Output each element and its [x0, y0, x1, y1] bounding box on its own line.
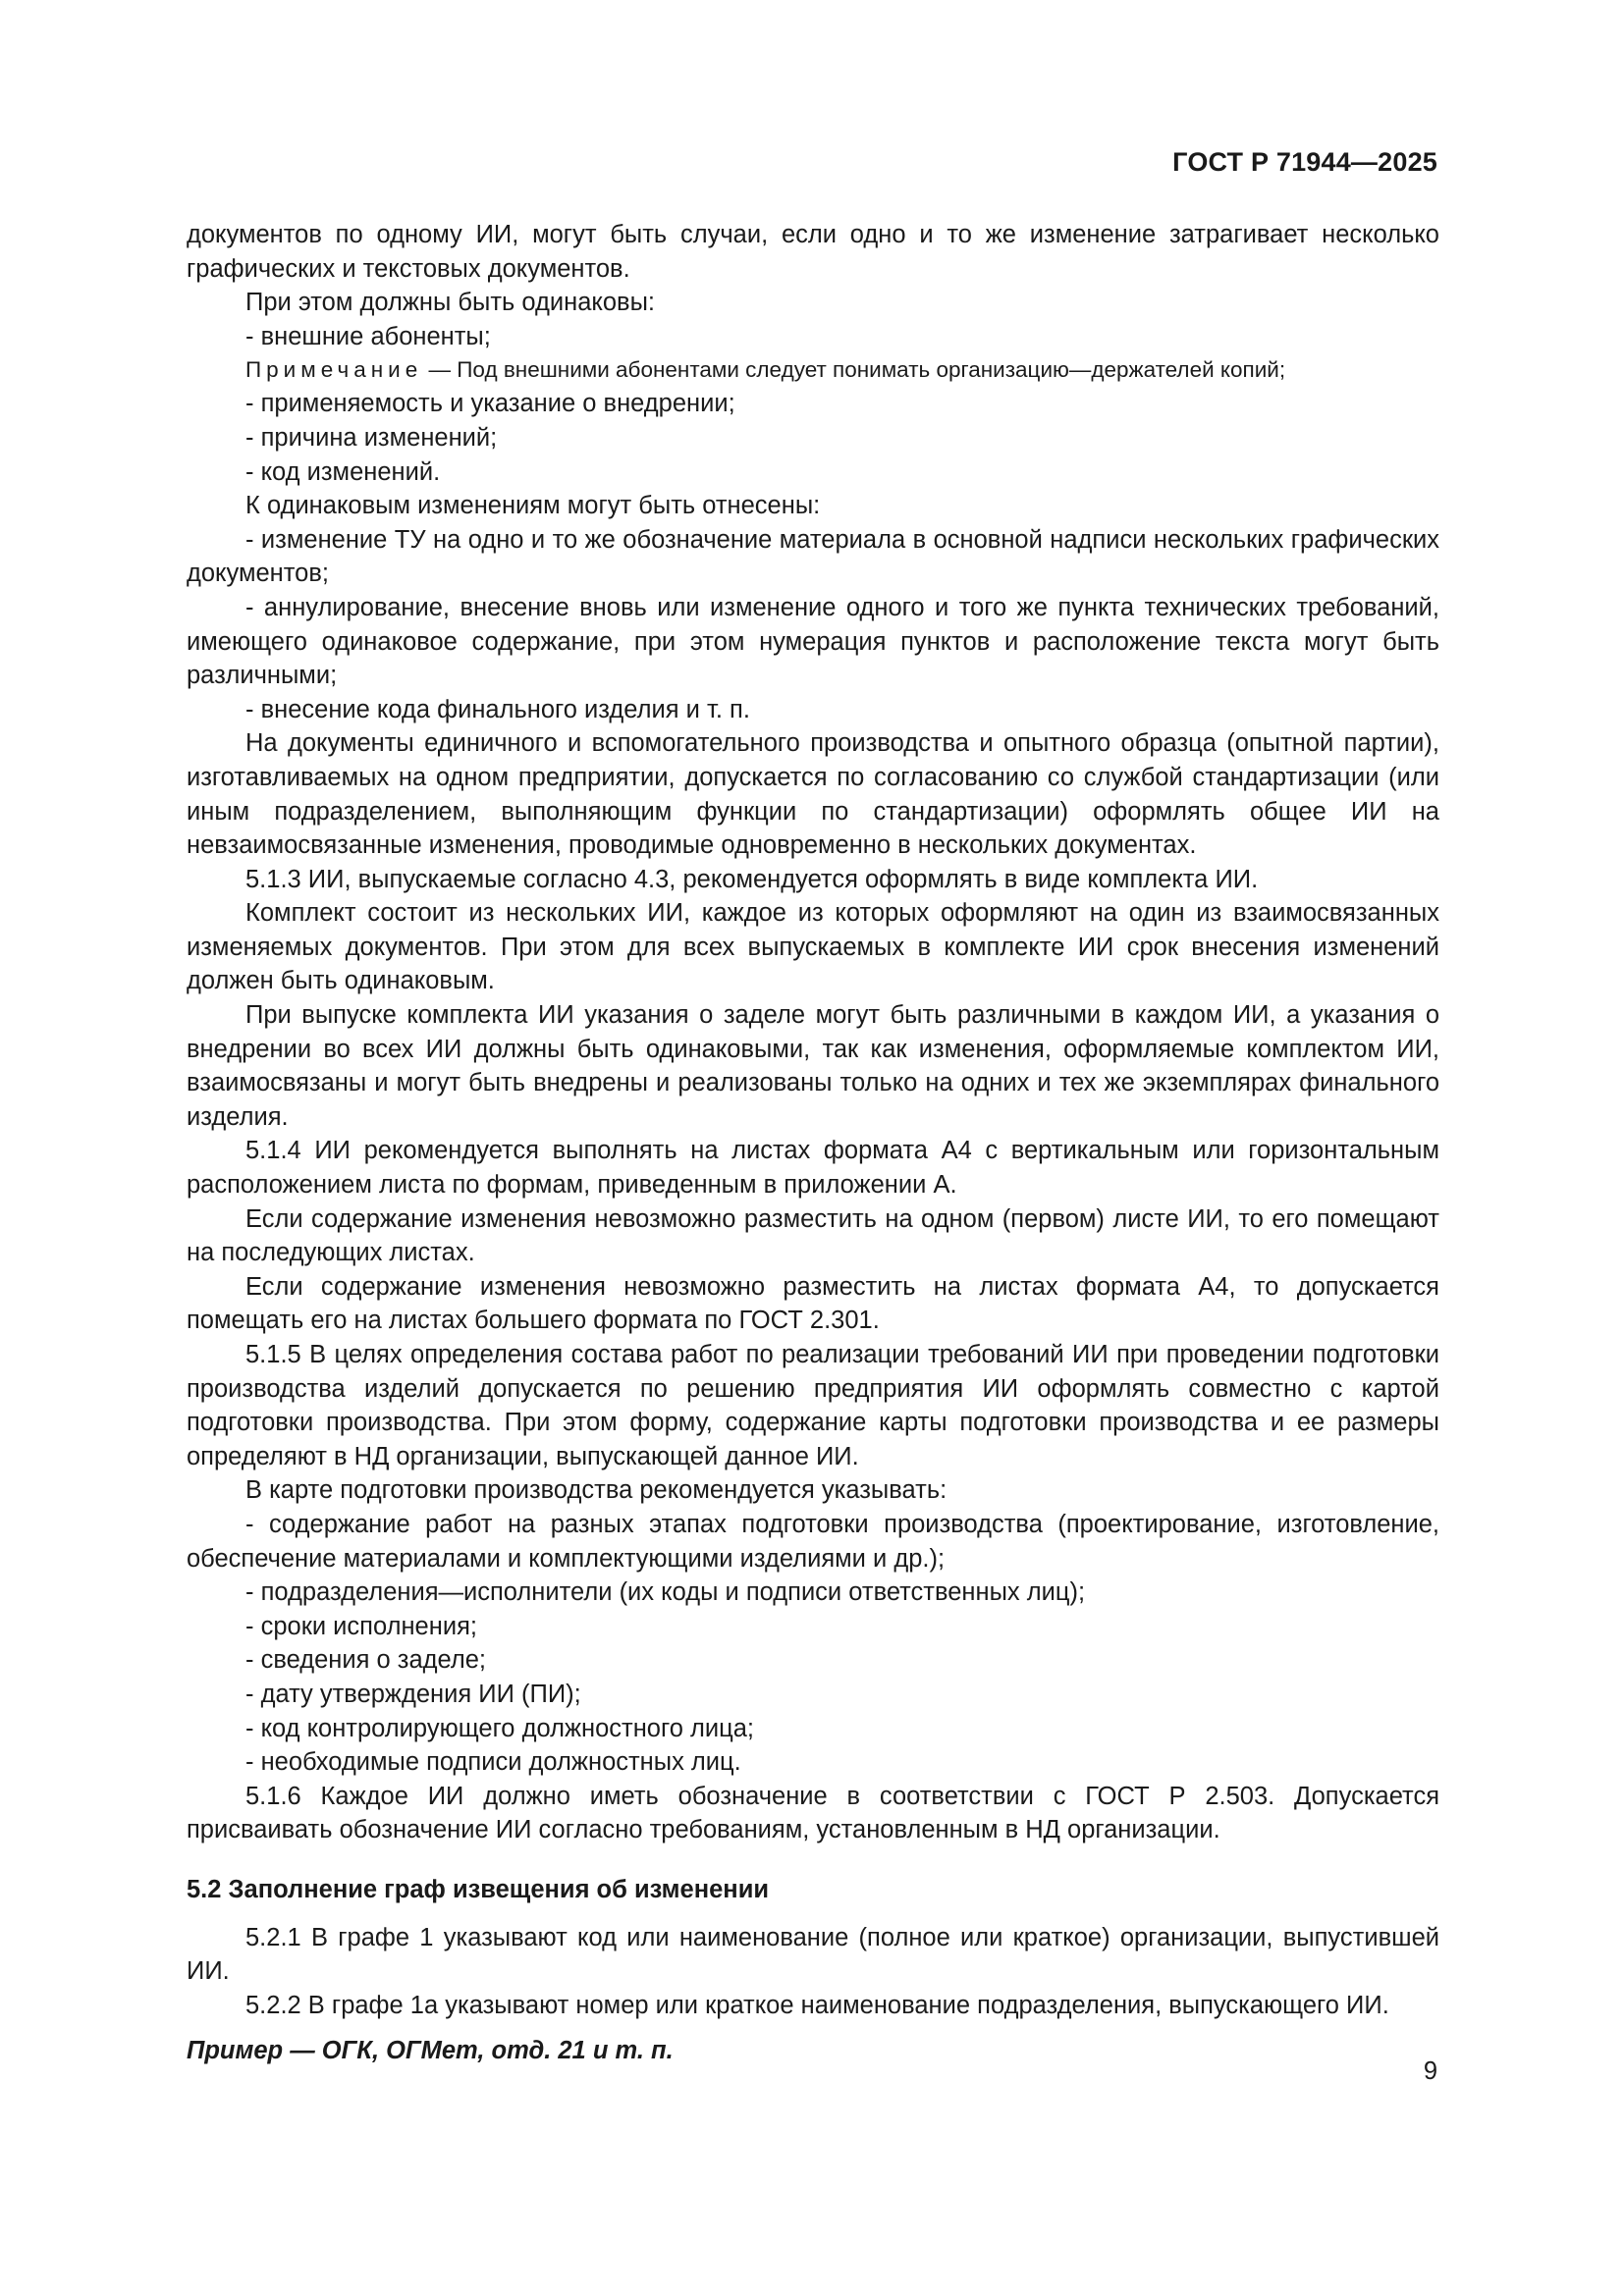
list-item: - аннулирование, внесение вновь или изменение одного и того же пункта технических требований, имеющего одинаковое содержание, при этом нумерация пунктов и расположение текста могут быть различными; — [187, 593, 1439, 690]
note-label: Примечание — [245, 357, 423, 383]
paragraph: В карте подготовки производства рекомендуется указывать: — [245, 1476, 947, 1505]
standard-code: ГОСТ Р 71944—2025 — [1172, 147, 1437, 177]
clause-5-2-1: 5.2.1 В графе 1 указывают код или наименование (полное или краткое) организации, выпустившей ИИ. — [187, 1923, 1439, 1986]
page-number: 9 — [1423, 2057, 1437, 2085]
clause-5-1-5: 5.1.5 В целях определения состава работ по реализации требований ИИ при проведении подготовки производства изделий допускается по решению предприятия ИИ оформлять совместно с картой подготовки производства. При этом форму, содержание карты подготовки производства и ее размеры определяют в НД организации, выпускающей данное ИИ. — [187, 1341, 1439, 1470]
list-item: - необходимые подписи должностных лиц. — [245, 1748, 741, 1777]
clause-5-1-3: 5.1.3 ИИ, выпускаемые согласно 4.3, рекомендуется оформлять в виде комплекта ИИ. — [245, 865, 1259, 893]
note — [187, 353, 1439, 387]
clause-5-2-2: 5.2.2 В графе 1а указывают номер или краткое наименование подразделения, выпускающего ИИ. — [245, 1991, 1389, 2019]
list-item: - дату утверждения ИИ (ПИ); — [245, 1680, 581, 1708]
list-item: - внешние абоненты; — [245, 322, 491, 350]
list-item: - изменение ТУ на одно и то же обозначение материала в основной надписи нескольких графических документов; — [187, 525, 1439, 588]
list-item: - причина изменений; — [245, 423, 498, 452]
paragraph: Если содержание изменения невозможно разместить на одном (первом) листе ИИ, то его помещают на последующих листах. — [187, 1204, 1439, 1267]
clause-5-1-4: 5.1.4 ИИ рекомендуется выполнять на листах формата А4 с вертикальным или горизонтальным расположением листа по формам, приведенным в приложении А. — [187, 1137, 1439, 1200]
clause-5-1-6: 5.1.6 Каждое ИИ должно иметь обозначение в соответствии с ГОСТ Р 2.503. Допускается присваивать обозначение ИИ согласно требованиям, установленным в НД организации. — [187, 1782, 1439, 1844]
list-item: - внесение кода финального изделия и т. п. — [245, 695, 750, 723]
section-title: 5.2 Заполнение граф извещения об изменении — [187, 1875, 770, 1903]
paragraph: Если содержание изменения невозможно разместить на листах формата А4, то допускается помещать его на листах большего формата по ГОСТ 2.301. — [187, 1272, 1439, 1335]
paragraph: К одинаковым изменениям могут быть отнесены: — [245, 492, 821, 520]
list-item: - код изменений. — [245, 457, 441, 486]
example: Пример — ОГК, ОГМет, отд. 21 и т. п. — [187, 2037, 674, 2065]
list-item: - сведения о заделе; — [245, 1646, 486, 1675]
paragraph: При выпуске комплекта ИИ указания о заделе могут быть различными в каждом ИИ, а указания о внедрении во всех ИИ должны быть одинаковыми, так как изменения, оформляемые комплектом ИИ, взаимосвязаны и могут быть внедрены и реализованы только на одних и тех же экземплярах финального изделия. — [187, 1001, 1439, 1131]
note-text: — Под внешними абонентами следует понимать организацию—держателей копий; — [428, 357, 1286, 383]
list-item: - подразделения—исполнители (их коды и подписи ответственных лиц); — [245, 1578, 1086, 1607]
list-item: - содержание работ на разных этапах подготовки производства (проектирование, изготовление, обеспечение материалами и комплектующими изделиями и др.); — [187, 1510, 1439, 1573]
document-body — [187, 218, 1439, 2068]
paragraph: Комплект состоит из нескольких ИИ, каждое из которых оформляют на один из взаимосвязанных изменяемых документов. При этом для всех выпускаемых в комплекте ИИ срок внесения изменений должен быть одинаковым. — [187, 899, 1439, 995]
paragraph: На документы единичного и вспомогательного производства и опытного образца (опытной партии), изготавливаемых на одном предприятии, допускается по согласованию со службой стандартизации (или иным подразделением, выполняющим функции по стандартизации) оформлять общее ИИ на невзаимосвязанные изменения, проводимые одновременно в нескольких документах. — [187, 729, 1439, 860]
list-item: - сроки исполнения; — [245, 1612, 477, 1640]
paragraph: При этом должны быть одинаковы: — [245, 289, 655, 317]
list-item: - применяемость и указание о внедрении; — [245, 390, 735, 418]
list-item: - код контролирующего должностного лица; — [245, 1714, 754, 1742]
paragraph: документов по одному ИИ, могут быть случаи, если одно и то же изменение затрагивает несколько графических и текстовых документов. — [187, 221, 1439, 283]
